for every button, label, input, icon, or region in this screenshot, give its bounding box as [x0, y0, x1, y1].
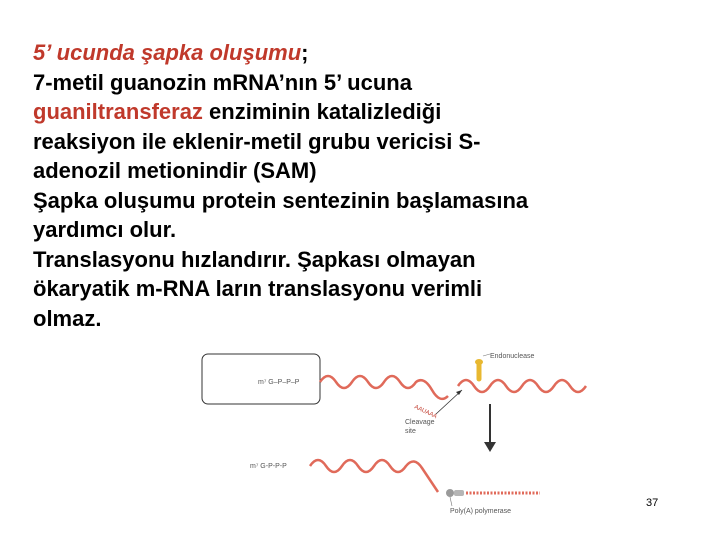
text-line-8: Translasyonu hızlandırır. Şapkası olmayan: [33, 246, 476, 272]
figure-svg: [200, 346, 670, 526]
heading-cap-formation: 5’ ucunda şapka oluşumu: [33, 40, 302, 65]
cap-label-bottom: m⁷ G-P-P-P: [250, 463, 287, 470]
cleavage-label-1: Cleavage: [405, 419, 435, 426]
enzyme-name: guaniltransferaz: [33, 99, 203, 124]
polya-polymerase-label: Poly(A) polymerase: [450, 508, 512, 515]
cap-label-top: m⁷ G–P–P–P: [258, 379, 300, 386]
text-line-6: Şapka oluşumu protein sentezinin başlamasına: [33, 187, 529, 213]
polymerase-body: [454, 490, 464, 496]
text-line-3-rest: enziminin katalizlediği: [202, 99, 442, 124]
heading-line: [33, 38, 683, 68]
slide-body-text: [33, 38, 683, 333]
text-line-3: [33, 97, 683, 127]
polya-signal-mark: AAUAAA: [413, 404, 438, 421]
mrna-wave-top-downstream: [458, 380, 586, 392]
endonuclease-label: Endonuclease: [490, 353, 535, 360]
mrna-wave-top: [320, 376, 448, 399]
cleavage-label-2: site: [405, 428, 416, 435]
text-line-9: ökaryatik m-RNA ların translasyonu verimli: [33, 276, 483, 301]
polyadenylation-figure: [200, 346, 670, 526]
text-line-5: adenozil metionindir (SAM): [33, 158, 317, 183]
page-number: 37: [646, 497, 659, 509]
polymerase-pointer: [450, 497, 452, 506]
polymerase-head: [446, 489, 454, 497]
text-line-2: 7-metil guanozin mRNA’nın 5’ ucuna: [33, 69, 412, 95]
text-line-4: reaksiyon ile eklenir-metil grubu vericisi S-: [33, 128, 481, 154]
mrna-wave-bottom: [310, 460, 438, 492]
process-arrowhead: [484, 442, 496, 452]
text-line-7: yardımcı olur.: [33, 217, 177, 242]
heading-semicolon: ;: [301, 40, 309, 65]
text-line-10: olmaz.: [33, 305, 102, 331]
endonuclease-pointer: [483, 354, 490, 356]
